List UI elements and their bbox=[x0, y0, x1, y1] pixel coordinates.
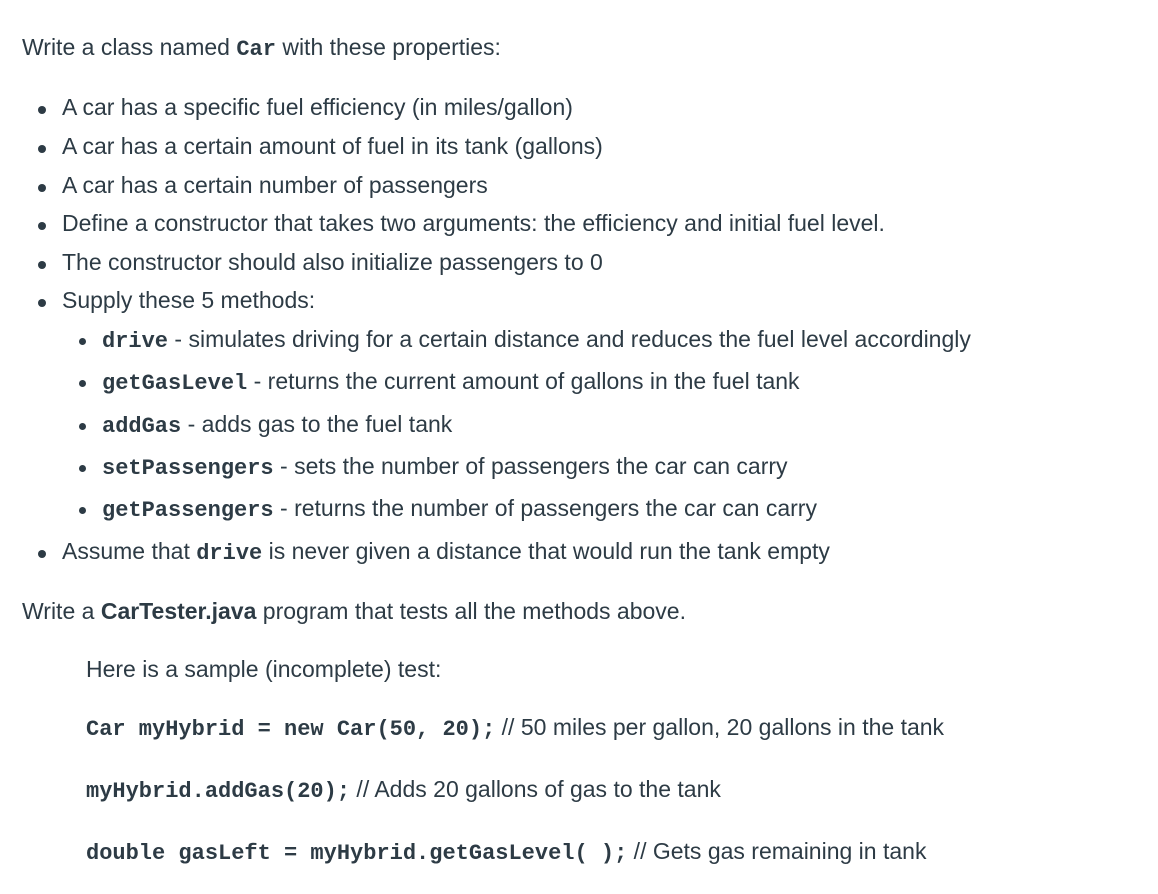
bullet-dot bbox=[79, 507, 86, 514]
tester-text-before: Write a bbox=[22, 598, 101, 624]
method-description: - simulates driving for a certain distance and reduces the fuel level accordingly bbox=[168, 326, 971, 352]
sample-heading: Here is a sample (incomplete) test: bbox=[86, 656, 442, 682]
method-name-code: addGas bbox=[102, 414, 182, 439]
sample-comment: // Adds 20 gallons of gas to the tank bbox=[350, 776, 721, 802]
assume-code: drive bbox=[196, 541, 263, 566]
sample-code: Car myHybrid = new Car(50, 20); bbox=[86, 717, 496, 742]
list-item: A car has a specific fuel efficiency (in miles/gallon) bbox=[62, 94, 573, 120]
list-item: A car has a certain number of passengers bbox=[62, 172, 488, 198]
bullet-dot bbox=[38, 550, 46, 558]
method-item-setpassengers bbox=[102, 453, 788, 481]
class-name-code: Car bbox=[236, 37, 276, 62]
method-item-getpassengers bbox=[102, 495, 817, 523]
bullet-dot bbox=[38, 145, 46, 153]
bullet-dot bbox=[38, 184, 46, 192]
intro-text-after: with these properties: bbox=[275, 34, 501, 60]
list-item: Supply these 5 methods: bbox=[62, 287, 316, 313]
sample-code-line bbox=[86, 714, 944, 742]
method-item-addgas bbox=[102, 411, 452, 439]
bullet-dot bbox=[79, 423, 86, 430]
method-name-code: getPassengers bbox=[102, 498, 274, 523]
bullet-dot bbox=[79, 380, 86, 387]
sample-code-line bbox=[86, 776, 721, 804]
assume-text-before: Assume that bbox=[62, 538, 197, 564]
list-item: Define a constructor that takes two arguments: the efficiency and initial fuel level. bbox=[62, 210, 885, 236]
sample-code-line bbox=[86, 838, 926, 866]
method-name-code: getGasLevel bbox=[102, 371, 248, 396]
bullet-dot bbox=[38, 261, 46, 269]
bullet-dot bbox=[38, 106, 46, 114]
method-name-code: setPassengers bbox=[102, 456, 274, 481]
bullet-dot bbox=[38, 299, 46, 307]
method-description: - returns the number of passengers the car can carry bbox=[273, 495, 817, 521]
tester-filename: CarTester.java bbox=[100, 598, 257, 624]
method-name-code: drive bbox=[102, 329, 169, 354]
sample-code: double gasLeft = myHybrid.getGasLevel( ); bbox=[86, 841, 628, 866]
assume-text-after: is never given a distance that would run the tank empty bbox=[262, 538, 830, 564]
method-description: - sets the number of passengers the car can carry bbox=[273, 453, 788, 479]
method-description: - returns the current amount of gallons in the fuel tank bbox=[247, 368, 800, 394]
intro-paragraph bbox=[22, 34, 501, 62]
intro-text-before: Write a class named bbox=[22, 34, 237, 60]
bullet-dot bbox=[38, 222, 46, 230]
assume-item bbox=[62, 538, 830, 566]
method-description: - adds gas to the fuel tank bbox=[181, 411, 453, 437]
list-item: A car has a certain amount of fuel in its tank (gallons) bbox=[62, 133, 603, 159]
tester-paragraph bbox=[22, 598, 686, 625]
sample-comment: // Gets gas remaining in tank bbox=[627, 838, 927, 864]
list-item: The constructor should also initialize passengers to 0 bbox=[62, 249, 603, 275]
bullet-dot bbox=[79, 465, 86, 472]
method-item-getgaslevel bbox=[102, 368, 800, 396]
bullet-dot bbox=[79, 338, 86, 345]
sample-code: myHybrid.addGas(20); bbox=[86, 779, 351, 804]
method-item-drive bbox=[102, 326, 971, 354]
tester-text-after: program that tests all the methods above. bbox=[256, 598, 686, 624]
sample-comment: // 50 miles per gallon, 20 gallons in the tank bbox=[495, 714, 945, 740]
